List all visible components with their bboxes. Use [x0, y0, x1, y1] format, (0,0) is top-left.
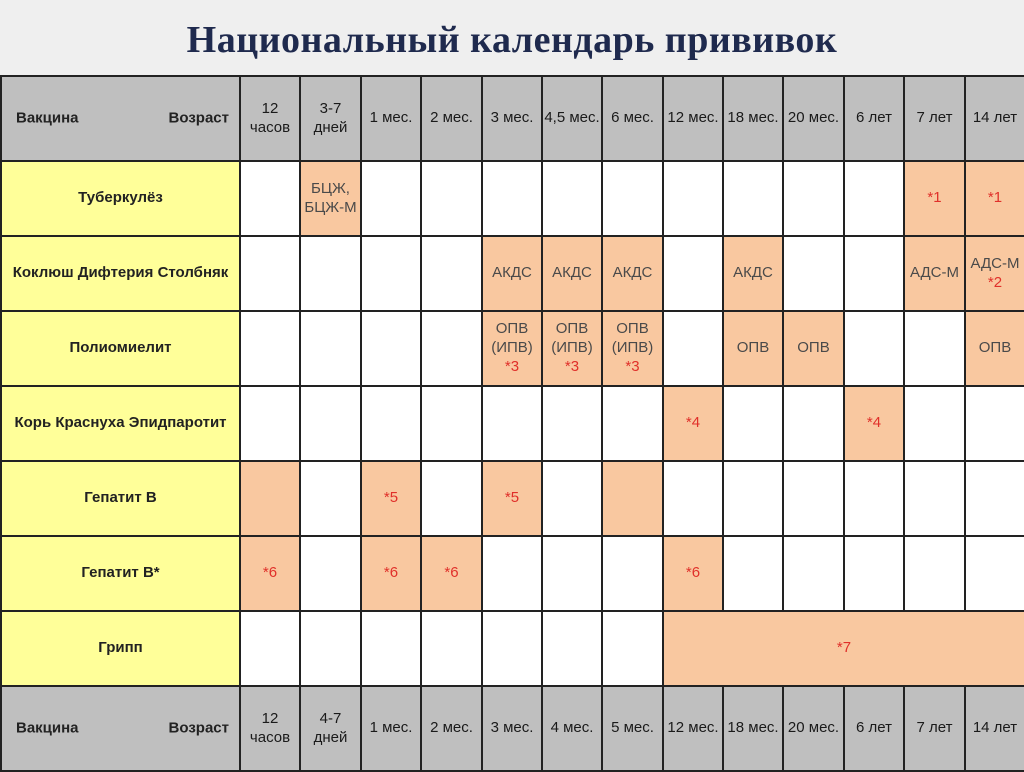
schedule-cell — [904, 236, 965, 311]
vaccine-code: АДС-М — [970, 254, 1020, 272]
table-row — [1, 461, 1024, 536]
schedule-cell — [602, 236, 663, 311]
header-age-4: 3 мес. — [482, 76, 542, 161]
schedule-cell — [482, 386, 542, 461]
header-row — [1, 76, 1024, 161]
footer-age-11: 7 лет — [904, 686, 965, 771]
schedule-cell — [783, 311, 844, 386]
footnote-marker: *2 — [987, 273, 1003, 291]
schedule-cell — [663, 611, 1024, 686]
schedule-cell — [421, 386, 482, 461]
schedule-cell — [421, 161, 482, 236]
footnote-marker: *6 — [685, 564, 701, 582]
vaccine-code: ОПВ (ИПВ) — [491, 320, 533, 357]
footer-age-7: 12 мес. — [663, 686, 723, 771]
schedule-cell — [965, 461, 1024, 536]
schedule-cell — [663, 311, 723, 386]
schedule-cell — [723, 461, 783, 536]
schedule-cell — [361, 386, 421, 461]
footnote-marker: *6 — [262, 564, 278, 582]
page-title: Национальный календарь прививок — [186, 19, 838, 61]
age-label: Возраст — [168, 719, 229, 737]
age-label: Возраст — [168, 109, 229, 127]
schedule-cell — [482, 536, 542, 611]
schedule-cell — [602, 611, 663, 686]
vaccine-code: ОПВ — [736, 339, 770, 357]
schedule-cell — [965, 161, 1024, 236]
header-age-9: 20 мес. — [783, 76, 844, 161]
footer-age-3: 2 мес. — [421, 686, 482, 771]
vaccine-label: Вакцина — [16, 719, 79, 737]
vaccination-calendar-table — [0, 75, 1024, 772]
schedule-cell — [844, 311, 904, 386]
schedule-cell — [602, 386, 663, 461]
footer-age-1: 4-7 дней — [300, 686, 361, 771]
schedule-cell — [663, 386, 723, 461]
schedule-cell — [300, 236, 361, 311]
footer-age-12: 14 лет — [965, 686, 1024, 771]
footnote-marker: *7 — [836, 639, 852, 657]
header-age-6: 6 мес. — [602, 76, 663, 161]
schedule-cell — [361, 611, 421, 686]
schedule-cell — [783, 536, 844, 611]
schedule-cell — [602, 461, 663, 536]
schedule-cell — [723, 386, 783, 461]
footer-age-0: 12 часов — [240, 686, 300, 771]
table-row — [1, 161, 1024, 236]
schedule-cell — [421, 611, 482, 686]
table-row — [1, 536, 1024, 611]
schedule-cell — [783, 236, 844, 311]
vaccine-name: Гепатит В* — [1, 536, 240, 611]
vaccine-code: ОПВ — [978, 339, 1012, 357]
vaccine-code: БЦЖ, БЦЖ-М — [304, 179, 357, 216]
schedule-cell — [542, 611, 602, 686]
schedule-cell — [240, 236, 300, 311]
schedule-cell — [421, 536, 482, 611]
schedule-cell — [300, 536, 361, 611]
schedule-cell — [542, 461, 602, 536]
footer-age-8: 18 мес. — [723, 686, 783, 771]
schedule-cell — [663, 536, 723, 611]
header-age-8: 18 мес. — [723, 76, 783, 161]
schedule-cell — [240, 611, 300, 686]
footnote-marker: *5 — [504, 489, 520, 507]
schedule-cell — [361, 311, 421, 386]
schedule-cell — [300, 461, 361, 536]
footnote-marker: *3 — [504, 357, 520, 375]
schedule-cell — [602, 311, 663, 386]
schedule-cell — [361, 536, 421, 611]
schedule-cell — [904, 311, 965, 386]
schedule-cell — [844, 536, 904, 611]
footer-age-6: 5 мес. — [602, 686, 663, 771]
vaccine-code: АКДС — [552, 264, 592, 282]
table-row — [1, 311, 1024, 386]
footer-row — [1, 686, 1024, 771]
header-age-11: 7 лет — [904, 76, 965, 161]
schedule-cell — [542, 311, 602, 386]
schedule-cell — [421, 461, 482, 536]
vaccine-code: АКДС — [492, 264, 532, 282]
vaccine-code: ОПВ (ИПВ) — [551, 320, 593, 357]
schedule-cell — [965, 386, 1024, 461]
header-age-5: 4,5 мес. — [542, 76, 602, 161]
schedule-cell — [300, 311, 361, 386]
vaccine-code: АКДС — [612, 264, 653, 282]
schedule-cell — [904, 386, 965, 461]
footer-corner — [1, 686, 240, 771]
schedule-cell — [240, 461, 300, 536]
table-row — [1, 236, 1024, 311]
schedule-cell — [965, 311, 1024, 386]
schedule-cell — [663, 461, 723, 536]
schedule-cell — [723, 236, 783, 311]
footer-age-4: 3 мес. — [482, 686, 542, 771]
footnote-marker: *3 — [564, 357, 580, 375]
schedule-cell — [240, 536, 300, 611]
header-corner — [1, 76, 240, 161]
schedule-cell — [844, 461, 904, 536]
vaccine-name: Туберкулёз — [1, 161, 240, 236]
schedule-cell — [361, 236, 421, 311]
schedule-cell — [421, 236, 482, 311]
vaccine-name: Коклюш Дифтерия Столбняк — [1, 236, 240, 311]
vaccine-label: Вакцина — [16, 109, 79, 127]
schedule-cell — [542, 161, 602, 236]
schedule-cell — [300, 386, 361, 461]
footer-age-9: 20 мес. — [783, 686, 844, 771]
schedule-cell — [904, 536, 965, 611]
schedule-cell — [723, 161, 783, 236]
footnote-marker: *4 — [685, 414, 701, 432]
schedule-cell — [482, 461, 542, 536]
header-age-10: 6 лет — [844, 76, 904, 161]
schedule-cell — [783, 161, 844, 236]
table-row — [1, 611, 1024, 686]
footer-age-2: 1 мес. — [361, 686, 421, 771]
vaccine-code: АКДС — [733, 264, 773, 282]
schedule-cell — [240, 311, 300, 386]
schedule-cell — [361, 461, 421, 536]
schedule-cell — [663, 236, 723, 311]
schedule-cell — [542, 536, 602, 611]
schedule-cell — [844, 161, 904, 236]
schedule-cell — [965, 536, 1024, 611]
header-age-12: 14 лет — [965, 76, 1024, 161]
schedule-cell — [300, 611, 361, 686]
footnote-marker: *1 — [987, 189, 1003, 207]
footer-age-5: 4 мес. — [542, 686, 602, 771]
footer-age-10: 6 лет — [844, 686, 904, 771]
vaccine-code: ОПВ (ИПВ) — [611, 320, 654, 357]
header-age-2: 1 мес. — [361, 76, 421, 161]
title-bar — [0, 0, 1024, 75]
schedule-cell — [300, 161, 361, 236]
header-age-3: 2 мес. — [421, 76, 482, 161]
vaccine-code: ОПВ — [797, 339, 830, 357]
schedule-cell — [844, 236, 904, 311]
schedule-cell — [844, 386, 904, 461]
table-row — [1, 386, 1024, 461]
schedule-cell — [663, 161, 723, 236]
schedule-cell — [602, 536, 663, 611]
vaccine-code: АДС-М — [910, 264, 959, 282]
footnote-marker: *6 — [444, 564, 459, 582]
schedule-cell — [240, 161, 300, 236]
footnote-marker: *1 — [927, 189, 942, 207]
schedule-cell — [482, 236, 542, 311]
schedule-cell — [240, 386, 300, 461]
schedule-cell — [904, 461, 965, 536]
schedule-cell — [602, 161, 663, 236]
vaccine-name: Полиомиелит — [1, 311, 240, 386]
header-age-0: 12 часов — [240, 76, 300, 161]
schedule-cell — [723, 536, 783, 611]
schedule-cell — [361, 161, 421, 236]
schedule-cell — [965, 236, 1024, 311]
schedule-cell — [421, 311, 482, 386]
schedule-cell — [542, 386, 602, 461]
vaccine-name: Гепатит В — [1, 461, 240, 536]
schedule-cell — [904, 161, 965, 236]
footnote-marker: *6 — [383, 564, 399, 582]
schedule-cell — [783, 461, 844, 536]
header-age-1: 3-7 дней — [300, 76, 361, 161]
schedule-cell — [542, 236, 602, 311]
schedule-cell — [723, 311, 783, 386]
vaccine-name: Грипп — [1, 611, 240, 686]
schedule-cell — [482, 611, 542, 686]
footnote-marker: *3 — [625, 357, 640, 375]
schedule-cell — [783, 386, 844, 461]
schedule-cell — [482, 311, 542, 386]
footnote-marker: *4 — [866, 414, 882, 432]
vaccine-name: Корь Краснуха Эпидпаротит — [1, 386, 240, 461]
header-age-7: 12 мес. — [663, 76, 723, 161]
footnote-marker: *5 — [383, 489, 399, 507]
schedule-cell — [482, 161, 542, 236]
